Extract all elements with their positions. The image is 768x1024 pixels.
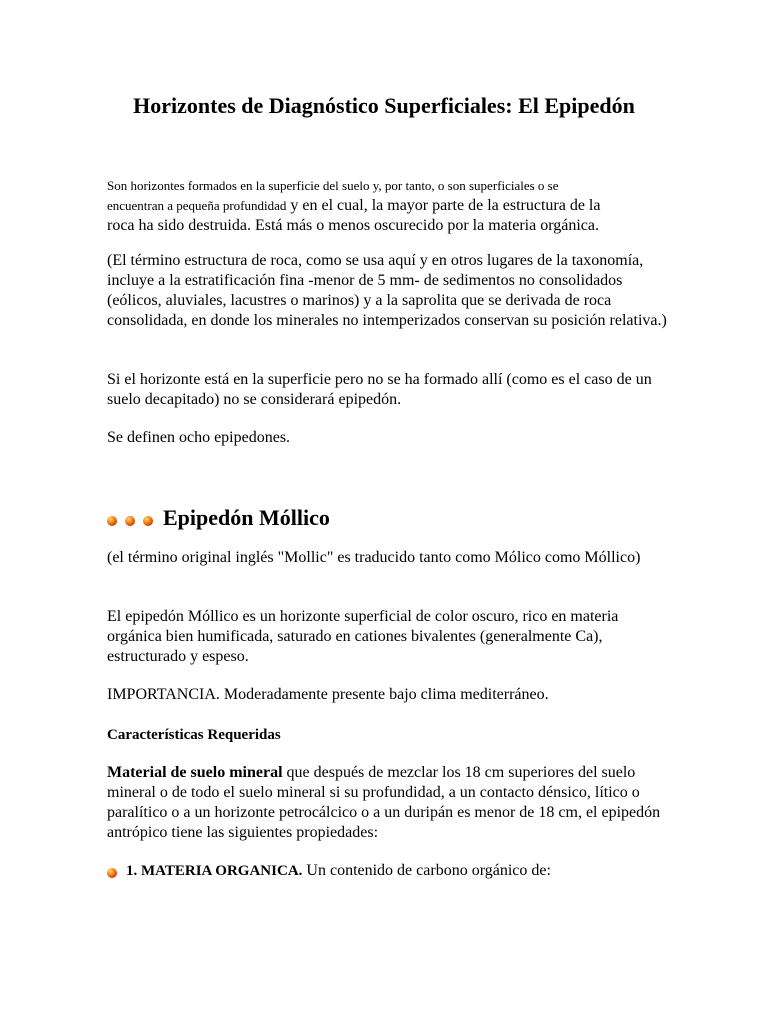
item1-rest: Un contenido de carbono orgánico de: [302, 862, 551, 879]
mollic-note-paragraph: (el término original inglés "Mollic" es traducido tanto como Mólico como Móllico) [107, 549, 641, 566]
material-rest: que después de mezclar los 18 cm superiores del suelo mineral o de todo el suelo mineral si su profundidad, a un contacto dénsico, lítico o paralítico o a un horizonte petrocálcico o a un duripán es menor de 18 cm, el epipedón antrópico tiene las siguientes propiedades: [107, 764, 661, 841]
bullet-ball-icon [125, 516, 135, 526]
list-item [107, 861, 551, 881]
eight-epipedons-paragraph: Se definen ocho epipedones. [107, 429, 291, 446]
intro-line2-small: encuentran a pequeña profundidad [107, 198, 287, 213]
bullet-ball-icon [143, 516, 153, 526]
mollic-definition-paragraph: El epipedón Móllico es un horizonte superficial de color oscuro, rico en materia orgánica bien humificada, saturado en cationes bivalentes (generalmente Ca), estructurado y espeso. [107, 608, 619, 665]
importance-paragraph: IMPORTANCIA. Moderadamente presente bajo clima mediterráneo. [107, 686, 549, 703]
surface-paragraph: Si el horizonte está en la superficie pero no se ha formado allí (como es el caso de un suelo decapitado) no se considerará epipedón. [107, 371, 652, 408]
required-characteristics-heading: Características Requeridas [107, 727, 281, 743]
bullet-decoration [107, 510, 153, 526]
intro-line3: roca ha sido destruida. Está más o menos oscurecido por la materia orgánica. [107, 217, 599, 234]
intro-line1: Son horizontes formados en la superficie del suelo y, por tanto, o son superficiales o se [107, 178, 559, 193]
intro-line2-rest: y en el cual, la mayor parte de la estructura de la [286, 197, 601, 214]
page-title: Horizontes de Diagnóstico Superficiales: El Epipedón [133, 93, 635, 118]
item1-bold: 1. MATERIA ORGANICA. [126, 863, 303, 879]
material-paragraph [107, 763, 667, 843]
intro-paragraph [107, 176, 667, 236]
bullet-ball-icon [107, 516, 117, 526]
material-bold-lead: Material de suelo mineral [107, 764, 283, 781]
section-heading-text: Epipedón Móllico [163, 505, 330, 530]
structure-paragraph: (El término estructura de roca, como se usa aquí y en otros lugares de la taxonomía, incluye a la estratificación fina -menor de 5 mm- de sedimentos no consolidados (eólicos, aluviales, lacustres o marinos) y a la saprolita que se derivada de roca consolidada, en donde los minerales no intemperizados conservan su posición relativa.) [107, 252, 667, 329]
bullet-ball-icon [107, 868, 117, 878]
section-heading [107, 504, 330, 532]
